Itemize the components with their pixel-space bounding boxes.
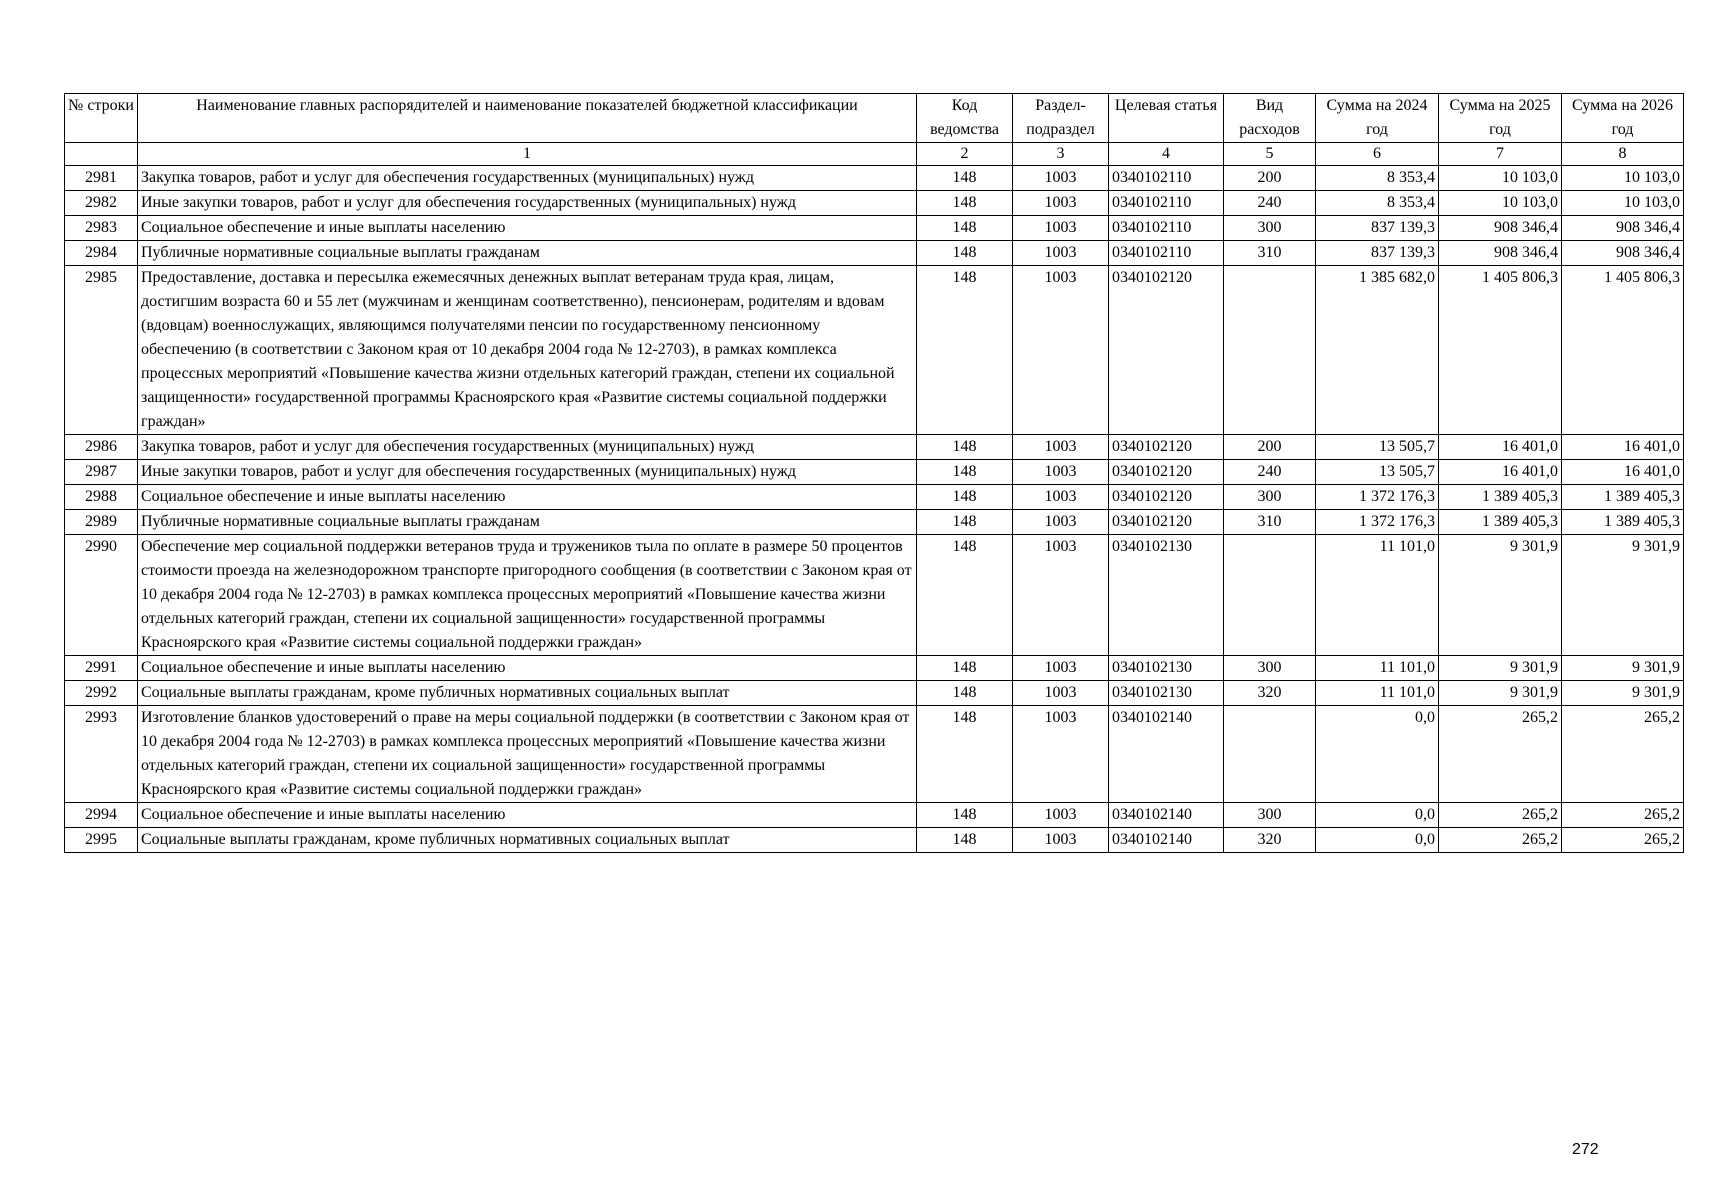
row-number: 2983 <box>65 216 138 241</box>
department-code: 148 <box>917 485 1013 510</box>
row-name: Иные закупки товаров, работ и услуг для обеспечения государственных (муниципальных) нужд <box>138 460 917 485</box>
sum-2026: 16 401,0 <box>1562 460 1684 485</box>
sum-2026: 1 389 405,3 <box>1562 510 1684 535</box>
expense-type: 300 <box>1224 216 1316 241</box>
sum-2024: 837 139,3 <box>1316 216 1439 241</box>
table-row <box>65 828 1684 853</box>
target-article: 0340102110 <box>1109 216 1224 241</box>
section-code: 1003 <box>1013 828 1109 853</box>
department-code: 148 <box>917 510 1013 535</box>
row-number: 2994 <box>65 803 138 828</box>
department-code: 148 <box>917 706 1013 803</box>
sum-2025: 908 346,4 <box>1439 241 1562 266</box>
sum-2025: 16 401,0 <box>1439 460 1562 485</box>
header-target-article: Целевая статья <box>1109 94 1224 143</box>
table-row <box>65 166 1684 191</box>
header-sum-2026: Сумма на 2026 год <box>1562 94 1684 143</box>
sum-2025: 908 346,4 <box>1439 216 1562 241</box>
table-row <box>65 266 1684 435</box>
sum-2024: 1 372 176,3 <box>1316 510 1439 535</box>
table-row <box>65 803 1684 828</box>
row-name: Закупка товаров, работ и услуг для обеспечения государственных (муниципальных) нужд <box>138 166 917 191</box>
sum-2024: 8 353,4 <box>1316 166 1439 191</box>
expense-type: 200 <box>1224 435 1316 460</box>
column-number: 8 <box>1562 143 1684 166</box>
target-article: 0340102140 <box>1109 828 1224 853</box>
sum-2024: 11 101,0 <box>1316 535 1439 656</box>
sum-2025: 10 103,0 <box>1439 191 1562 216</box>
row-name: Социальное обеспечение и иные выплаты населению <box>138 803 917 828</box>
target-article: 0340102120 <box>1109 510 1224 535</box>
target-article: 0340102110 <box>1109 166 1224 191</box>
target-article: 0340102110 <box>1109 241 1224 266</box>
sum-2026: 908 346,4 <box>1562 216 1684 241</box>
sum-2024: 1 372 176,3 <box>1316 485 1439 510</box>
sum-2025: 9 301,9 <box>1439 681 1562 706</box>
row-number: 2986 <box>65 435 138 460</box>
table-row <box>65 191 1684 216</box>
column-number-row <box>65 143 1684 166</box>
table-row <box>65 435 1684 460</box>
section-code: 1003 <box>1013 166 1109 191</box>
header-section: Раздел-подраздел <box>1013 94 1109 143</box>
sum-2025: 1 405 806,3 <box>1439 266 1562 435</box>
row-number: 2982 <box>65 191 138 216</box>
row-number: 2989 <box>65 510 138 535</box>
sum-2026: 1 405 806,3 <box>1562 266 1684 435</box>
expense-type: 300 <box>1224 803 1316 828</box>
section-code: 1003 <box>1013 266 1109 435</box>
table-row <box>65 460 1684 485</box>
sum-2025: 9 301,9 <box>1439 656 1562 681</box>
sum-2024: 13 505,7 <box>1316 460 1439 485</box>
section-code: 1003 <box>1013 485 1109 510</box>
row-name: Социальные выплаты гражданам, кроме публичных нормативных социальных выплат <box>138 681 917 706</box>
department-code: 148 <box>917 828 1013 853</box>
sum-2026: 10 103,0 <box>1562 191 1684 216</box>
header-expense-type: Вид расходов <box>1224 94 1316 143</box>
department-code: 148 <box>917 241 1013 266</box>
row-number: 2993 <box>65 706 138 803</box>
sum-2026: 9 301,9 <box>1562 681 1684 706</box>
row-name: Обеспечение мер социальной поддержки ветеранов труда и тружеников тыла по оплате в размере 50 процентов стоимости проезда на железнодорожном транспорте пригородного сообщения (в соответствии с Законом края от 10 декабря 2004 года № 12-2703) в рамках комплекса процессных мероприятий «Повышение качества жизни отдельных категорий граждан, степени их социальной защищенности» государственной программы Красноярского края «Развитие системы социальной поддержки граждан» <box>138 535 917 656</box>
row-number: 2987 <box>65 460 138 485</box>
department-code: 148 <box>917 535 1013 656</box>
sum-2026: 265,2 <box>1562 803 1684 828</box>
expense-type: 240 <box>1224 460 1316 485</box>
target-article: 0340102120 <box>1109 485 1224 510</box>
section-code: 1003 <box>1013 803 1109 828</box>
budget-table <box>64 93 1684 853</box>
row-name: Предоставление, доставка и пересылка ежемесячных денежных выплат ветеранам труда края, лицам, достигшим возраста 60 и 55 лет (мужчинам и женщинам соответственно), пенсионерам, родителям и вдовам (вдовцам) военнослужащих, являющимся получателями пенсии по государственному пенсионному обеспечению (в соответствии с Законом края от 10 декабря 2004 года № 12-2703), в рамках комплекса процессных мероприятий «Повышение качества жизни отдельных категорий граждан, степени их социальной защищенности» государственной программы Красноярского края «Развитие системы социальной поддержки граждан» <box>138 266 917 435</box>
table-row <box>65 510 1684 535</box>
section-code: 1003 <box>1013 460 1109 485</box>
column-number: 6 <box>1316 143 1439 166</box>
section-code: 1003 <box>1013 681 1109 706</box>
expense-type: 310 <box>1224 241 1316 266</box>
column-number: 4 <box>1109 143 1224 166</box>
department-code: 148 <box>917 460 1013 485</box>
column-number-empty <box>65 143 138 166</box>
sum-2026: 1 389 405,3 <box>1562 485 1684 510</box>
expense-type: 320 <box>1224 828 1316 853</box>
sum-2025: 265,2 <box>1439 706 1562 803</box>
expense-type: 200 <box>1224 166 1316 191</box>
section-code: 1003 <box>1013 191 1109 216</box>
expense-type: 310 <box>1224 510 1316 535</box>
sum-2026: 9 301,9 <box>1562 535 1684 656</box>
table-row <box>65 681 1684 706</box>
section-code: 1003 <box>1013 510 1109 535</box>
expense-type: 300 <box>1224 485 1316 510</box>
table-row <box>65 216 1684 241</box>
target-article: 0340102120 <box>1109 435 1224 460</box>
row-name: Публичные нормативные социальные выплаты гражданам <box>138 510 917 535</box>
expense-type <box>1224 266 1316 435</box>
sum-2025: 1 389 405,3 <box>1439 485 1562 510</box>
sum-2025: 10 103,0 <box>1439 166 1562 191</box>
column-number: 7 <box>1439 143 1562 166</box>
column-number: 5 <box>1224 143 1316 166</box>
section-code: 1003 <box>1013 706 1109 803</box>
section-code: 1003 <box>1013 535 1109 656</box>
row-name: Социальное обеспечение и иные выплаты населению <box>138 656 917 681</box>
sum-2025: 265,2 <box>1439 803 1562 828</box>
sum-2024: 11 101,0 <box>1316 681 1439 706</box>
row-number: 2992 <box>65 681 138 706</box>
department-code: 148 <box>917 216 1013 241</box>
expense-type: 320 <box>1224 681 1316 706</box>
column-number: 3 <box>1013 143 1109 166</box>
expense-type <box>1224 535 1316 656</box>
table-row <box>65 241 1684 266</box>
sum-2026: 16 401,0 <box>1562 435 1684 460</box>
sum-2026: 9 301,9 <box>1562 656 1684 681</box>
row-name: Закупка товаров, работ и услуг для обеспечения государственных (муниципальных) нужд <box>138 435 917 460</box>
sum-2024: 11 101,0 <box>1316 656 1439 681</box>
department-code: 148 <box>917 803 1013 828</box>
row-name: Изготовление бланков удостоверений о праве на меры социальной поддержки (в соответствии с Законом края от 10 декабря 2004 года № 12-2703) в рамках комплекса процессных мероприятий «Повышение качества жизни отдельных категорий граждан, степени их социальной защищенности» государственной программы Красноярского края «Развитие системы социальной поддержки граждан» <box>138 706 917 803</box>
row-number: 2984 <box>65 241 138 266</box>
sum-2024: 0,0 <box>1316 803 1439 828</box>
row-name: Социальное обеспечение и иные выплаты населению <box>138 485 917 510</box>
sum-2026: 265,2 <box>1562 706 1684 803</box>
expense-type: 240 <box>1224 191 1316 216</box>
row-number: 2988 <box>65 485 138 510</box>
sum-2026: 908 346,4 <box>1562 241 1684 266</box>
header-name: Наименование главных распорядителей и наименование показателей бюджетной классификации <box>138 94 917 143</box>
sum-2024: 837 139,3 <box>1316 241 1439 266</box>
table-row <box>65 535 1684 656</box>
sum-2024: 0,0 <box>1316 828 1439 853</box>
department-code: 148 <box>917 191 1013 216</box>
sum-2024: 13 505,7 <box>1316 435 1439 460</box>
sum-2026: 10 103,0 <box>1562 166 1684 191</box>
table-body <box>65 166 1684 853</box>
row-number: 2991 <box>65 656 138 681</box>
row-number: 2985 <box>65 266 138 435</box>
sum-2024: 8 353,4 <box>1316 191 1439 216</box>
page-number: 272 <box>1572 1141 1599 1158</box>
sum-2025: 1 389 405,3 <box>1439 510 1562 535</box>
target-article: 0340102130 <box>1109 681 1224 706</box>
section-code: 1003 <box>1013 656 1109 681</box>
sum-2024: 0,0 <box>1316 706 1439 803</box>
row-name: Публичные нормативные социальные выплаты гражданам <box>138 241 917 266</box>
sum-2024: 1 385 682,0 <box>1316 266 1439 435</box>
row-name: Иные закупки товаров, работ и услуг для обеспечения государственных (муниципальных) нужд <box>138 191 917 216</box>
target-article: 0340102120 <box>1109 460 1224 485</box>
sum-2026: 265,2 <box>1562 828 1684 853</box>
target-article: 0340102140 <box>1109 803 1224 828</box>
header-department-code: Код ведомства <box>917 94 1013 143</box>
department-code: 148 <box>917 435 1013 460</box>
row-name: Социальное обеспечение и иные выплаты населению <box>138 216 917 241</box>
department-code: 148 <box>917 681 1013 706</box>
target-article: 0340102140 <box>1109 706 1224 803</box>
column-number: 1 <box>138 143 917 166</box>
target-article: 0340102120 <box>1109 266 1224 435</box>
row-number: 2995 <box>65 828 138 853</box>
target-article: 0340102130 <box>1109 656 1224 681</box>
section-code: 1003 <box>1013 241 1109 266</box>
header-sum-2025: Сумма на 2025 год <box>1439 94 1562 143</box>
department-code: 148 <box>917 656 1013 681</box>
department-code: 148 <box>917 266 1013 435</box>
section-code: 1003 <box>1013 435 1109 460</box>
column-number: 2 <box>917 143 1013 166</box>
department-code: 148 <box>917 166 1013 191</box>
header-row-number: № строки <box>65 94 138 143</box>
expense-type <box>1224 706 1316 803</box>
table-header-row <box>65 94 1684 143</box>
row-number: 2990 <box>65 535 138 656</box>
row-number: 2981 <box>65 166 138 191</box>
expense-type: 300 <box>1224 656 1316 681</box>
section-code: 1003 <box>1013 216 1109 241</box>
target-article: 0340102130 <box>1109 535 1224 656</box>
sum-2025: 16 401,0 <box>1439 435 1562 460</box>
table-row <box>65 706 1684 803</box>
table-row <box>65 656 1684 681</box>
sum-2025: 9 301,9 <box>1439 535 1562 656</box>
table-row <box>65 485 1684 510</box>
row-name: Социальные выплаты гражданам, кроме публичных нормативных социальных выплат <box>138 828 917 853</box>
header-sum-2024: Сумма на 2024 год <box>1316 94 1439 143</box>
target-article: 0340102110 <box>1109 191 1224 216</box>
sum-2025: 265,2 <box>1439 828 1562 853</box>
